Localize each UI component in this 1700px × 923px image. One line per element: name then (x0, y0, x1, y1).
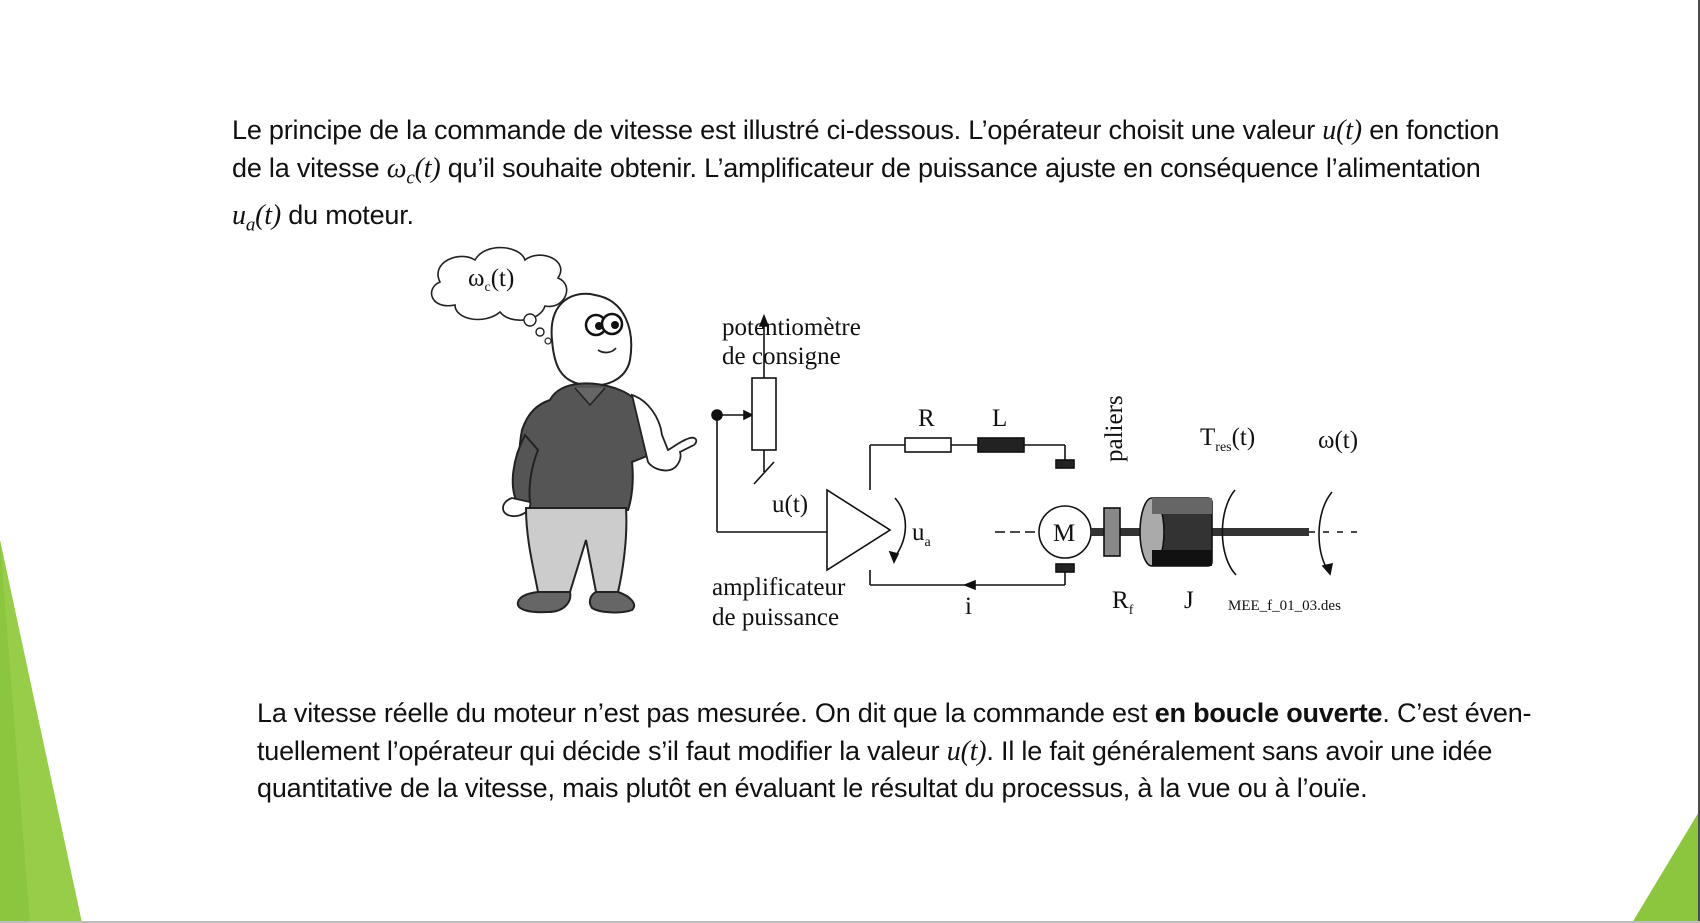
intro-line-3: $u_a(t)$ du moteur. (232, 199, 414, 236)
thought-cloud (432, 248, 567, 344)
conclusion-paragraph (257, 695, 1557, 808)
potentiometer-label-1: potentiomètre (722, 314, 861, 341)
potentiometer-label-2: de consigne (722, 343, 841, 370)
math-u-t-bottom: u(t) (946, 735, 987, 767)
amplifier-symbol (827, 490, 890, 570)
resistor-symbol (905, 438, 951, 452)
conclusion-line-2: tuellement l’opérateur qui décide s’il faut modifier la valeur u(t). Il le fait généralement sans avoir une idée (257, 735, 1493, 767)
speed-control-diagram (400, 240, 1380, 660)
rf-label: $R_f$ (1112, 587, 1134, 618)
bearing-symbol (1104, 508, 1120, 556)
thought-omega-label: $\omega_c(t)$ (468, 265, 515, 295)
inertia-wheel (1140, 498, 1212, 566)
decor-left-triangle (0, 540, 90, 923)
motor-label: M (1053, 520, 1076, 547)
math-ua-t: $u_a(t)$ (232, 199, 281, 236)
amplifier-label-1: amplificateur (712, 574, 846, 601)
resistor-label: R (918, 405, 935, 432)
intro-line-1: Le principe de la commande de vitesse est illustré ci-dessous. L’opérateur choisit une valeur u(t) en fonction (232, 115, 1500, 146)
inertia-label: J (1184, 587, 1194, 614)
potentiometer-symbol (752, 378, 776, 450)
bearings-label: paliers (1101, 395, 1128, 462)
math-u-t: u(t) (1322, 115, 1362, 146)
conclusion-line-1: La vitesse réelle du moteur n’est pas mesurée. On dit que la commande est en boucle ouverte. C’est éven- (257, 698, 1532, 728)
open-loop-emphasis: en boucle ouverte (1154, 698, 1383, 728)
amplifier-label-2: de puissance (712, 604, 840, 631)
inductor-symbol (978, 438, 1024, 452)
math-omega-c: $\omega_c(t)$ (386, 152, 441, 189)
ua-label: $u_a$ (912, 519, 931, 550)
file-ref-label: MEE_f_01_03.des (1228, 598, 1341, 614)
decor-right-triangle (1632, 810, 1700, 923)
operator-person (503, 294, 696, 613)
torque-label: $T_{res}(t)$ (1200, 424, 1256, 455)
conclusion-line-3: quantitative de la vitesse, mais plutôt en évaluant le résultat du processus, à la vue ou à l’ouïe. (257, 773, 1368, 803)
intro-paragraph (232, 112, 1532, 244)
intro-line-2: de la vitesse $\omega_c(t)$ qu’il souhaite obtenir. L’amplificateur de puissance ajuste en conséquence l’alimentation (232, 152, 1481, 189)
current-label: i (965, 593, 972, 620)
u-label: u(t) (772, 491, 809, 518)
inductor-label: L (992, 405, 1008, 432)
omega-label: ω(t) (1318, 427, 1359, 454)
